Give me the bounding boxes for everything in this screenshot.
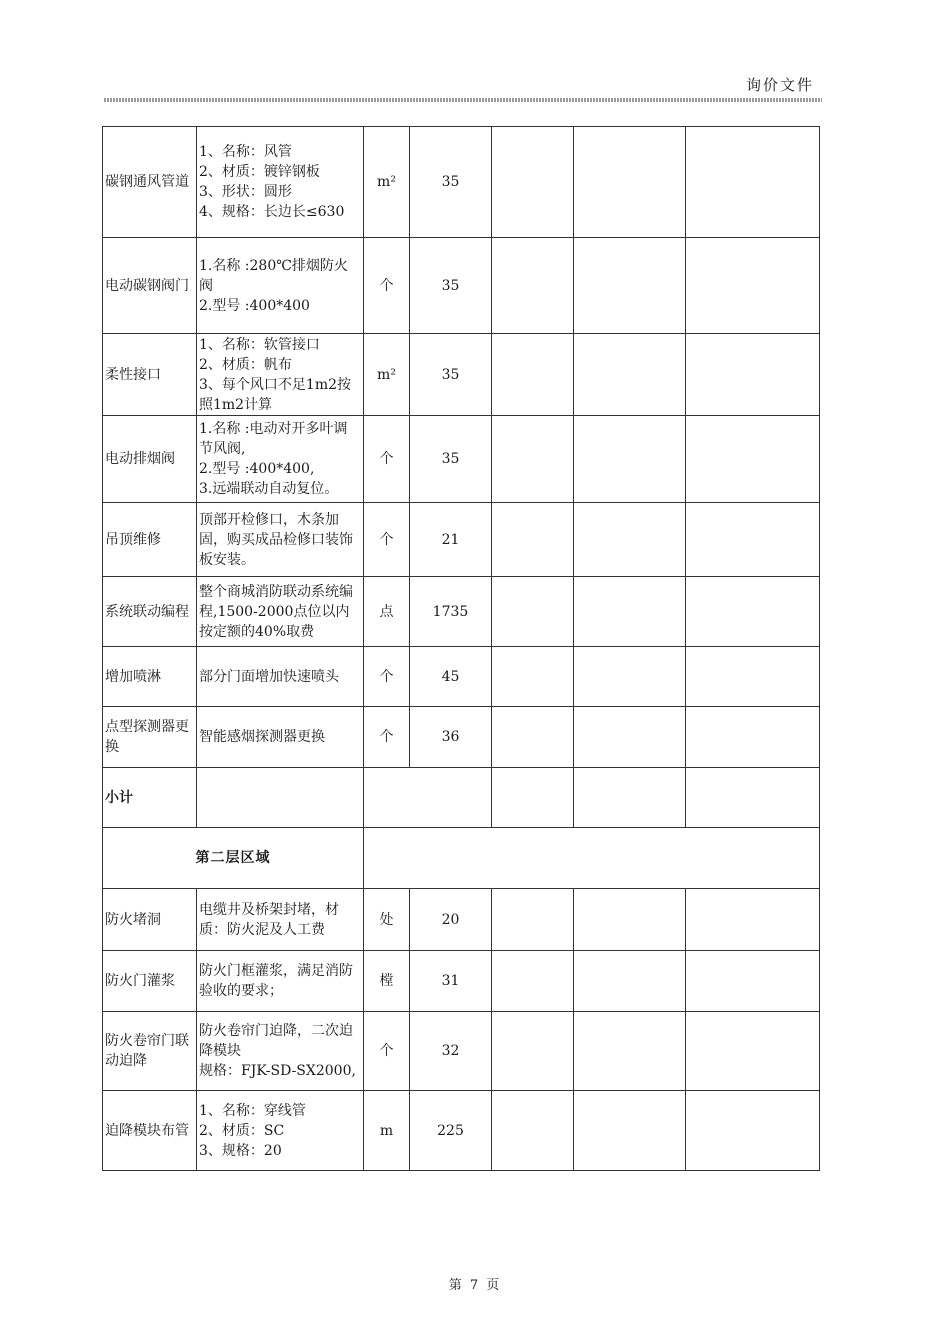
table-row [103,238,820,334]
item-quantity: 35 [410,238,492,334]
empty-cell [574,334,686,416]
empty-cell [492,768,574,828]
item-name: 防火堵洞 [103,889,197,951]
empty-cell [492,577,574,647]
item-spec: 1、名称：风管 2、材质：镀锌钢板 3、形状：圆形 4、规格：长边长≤630 [197,127,364,238]
section-title: 第二层区域 [103,828,364,889]
table-row [103,577,820,647]
page-number: 第 7 页 [448,1278,502,1293]
item-unit: 个 [364,707,410,768]
item-unit: 个 [364,503,410,577]
item-spec: 顶部开检修口，木条加固，购买成品检修口装饰板安装。 [197,503,364,577]
empty-cell [492,1012,574,1091]
item-unit: 个 [364,1012,410,1091]
item-quantity: 31 [410,951,492,1012]
item-unit: 点 [364,577,410,647]
table-row [103,707,820,768]
table-row [103,127,820,238]
item-spec: 电缆井及桥架封堵，材质：防火泥及人工费 [197,889,364,951]
table-row [103,1091,820,1171]
empty-cell [686,577,820,647]
empty-cell [574,768,686,828]
empty-cell [492,1091,574,1171]
item-spec: 1、名称：穿线管 2、材质：SC 3、规格：20 [197,1091,364,1171]
empty-cell [686,707,820,768]
empty-cell [197,768,364,828]
empty-cell [686,127,820,238]
empty-cell [492,707,574,768]
item-spec: 防火门框灌浆，满足消防验收的要求； [197,951,364,1012]
item-unit: 处 [364,889,410,951]
empty-cell [686,768,820,828]
table-row [103,951,820,1012]
item-quantity: 36 [410,707,492,768]
item-unit: m² [364,127,410,238]
empty-cell [574,951,686,1012]
item-unit: 个 [364,238,410,334]
empty-cell [686,647,820,707]
bill-of-quantities-table [102,126,820,1171]
empty-cell [574,238,686,334]
empty-cell [574,416,686,503]
item-spec: 防火卷帘门迫降，二次迫降模块 规格：FJK-SD-SX2000, [197,1012,364,1091]
item-quantity: 35 [410,127,492,238]
item-name: 电动排烟阀 [103,416,197,503]
header-divider [104,98,822,102]
empty-cell [686,951,820,1012]
item-spec: 智能感烟探测器更换 [197,707,364,768]
item-spec: 部分门面增加快速喷头 [197,647,364,707]
item-name: 防火卷帘门联动迫降 [103,1012,197,1091]
item-quantity: 1735 [410,577,492,647]
empty-cell [574,1091,686,1171]
item-name: 柔性接口 [103,334,197,416]
item-spec: 1.名称 :电动对开多叶调节风阀, 2.型号 :400*400, 3.远端联动自动复位。 [197,416,364,503]
item-name: 系统联动编程 [103,577,197,647]
item-name: 防火门灌浆 [103,951,197,1012]
empty-cell [364,768,492,828]
empty-cell [686,238,820,334]
item-name: 增加喷淋 [103,647,197,707]
item-quantity: 32 [410,1012,492,1091]
empty-cell [686,503,820,577]
item-name: 电动碳钢阀门 [103,238,197,334]
table-row [103,889,820,951]
item-name: 迫降模块布管 [103,1091,197,1171]
item-unit: m² [364,334,410,416]
subtotal-row [103,768,820,828]
item-quantity: 35 [410,334,492,416]
item-spec: 1.名称 :280℃排烟防火阀 2.型号 :400*400 [197,238,364,334]
item-spec: 整个商城消防联动系统编程,1500-2000点位以内按定额的40%取费 [197,577,364,647]
empty-cell [686,334,820,416]
item-unit: m [364,1091,410,1171]
empty-cell [492,334,574,416]
item-unit: 个 [364,416,410,503]
empty-cell [492,503,574,577]
table-row [103,647,820,707]
item-quantity: 45 [410,647,492,707]
empty-cell [364,828,820,889]
empty-cell [492,238,574,334]
document-header-title: 询价文件 [746,76,815,94]
empty-cell [574,1012,686,1091]
table-row [103,416,820,503]
empty-cell [492,951,574,1012]
item-quantity: 20 [410,889,492,951]
empty-cell [686,1091,820,1171]
section-header-row [103,828,820,889]
empty-cell [492,416,574,503]
empty-cell [574,127,686,238]
item-spec: 1、名称：软管接口 2、材质：帆布 3、每个风口不足1m2按照1m2计算 [197,334,364,416]
empty-cell [686,889,820,951]
table-row [103,334,820,416]
item-name: 点型探测器更换 [103,707,197,768]
item-quantity: 35 [410,416,492,503]
item-quantity: 21 [410,503,492,577]
empty-cell [574,577,686,647]
item-name: 吊顶维修 [103,503,197,577]
table-row [103,503,820,577]
empty-cell [574,707,686,768]
empty-cell [574,889,686,951]
empty-cell [686,1012,820,1091]
empty-cell [686,416,820,503]
empty-cell [574,647,686,707]
item-name: 碳钢通风管道 [103,127,197,238]
table-row [103,1012,820,1091]
empty-cell [492,889,574,951]
item-unit: 个 [364,647,410,707]
item-quantity: 225 [410,1091,492,1171]
empty-cell [492,647,574,707]
empty-cell [492,127,574,238]
subtotal-label: 小计 [103,768,197,828]
item-unit: 樘 [364,951,410,1012]
empty-cell [574,503,686,577]
